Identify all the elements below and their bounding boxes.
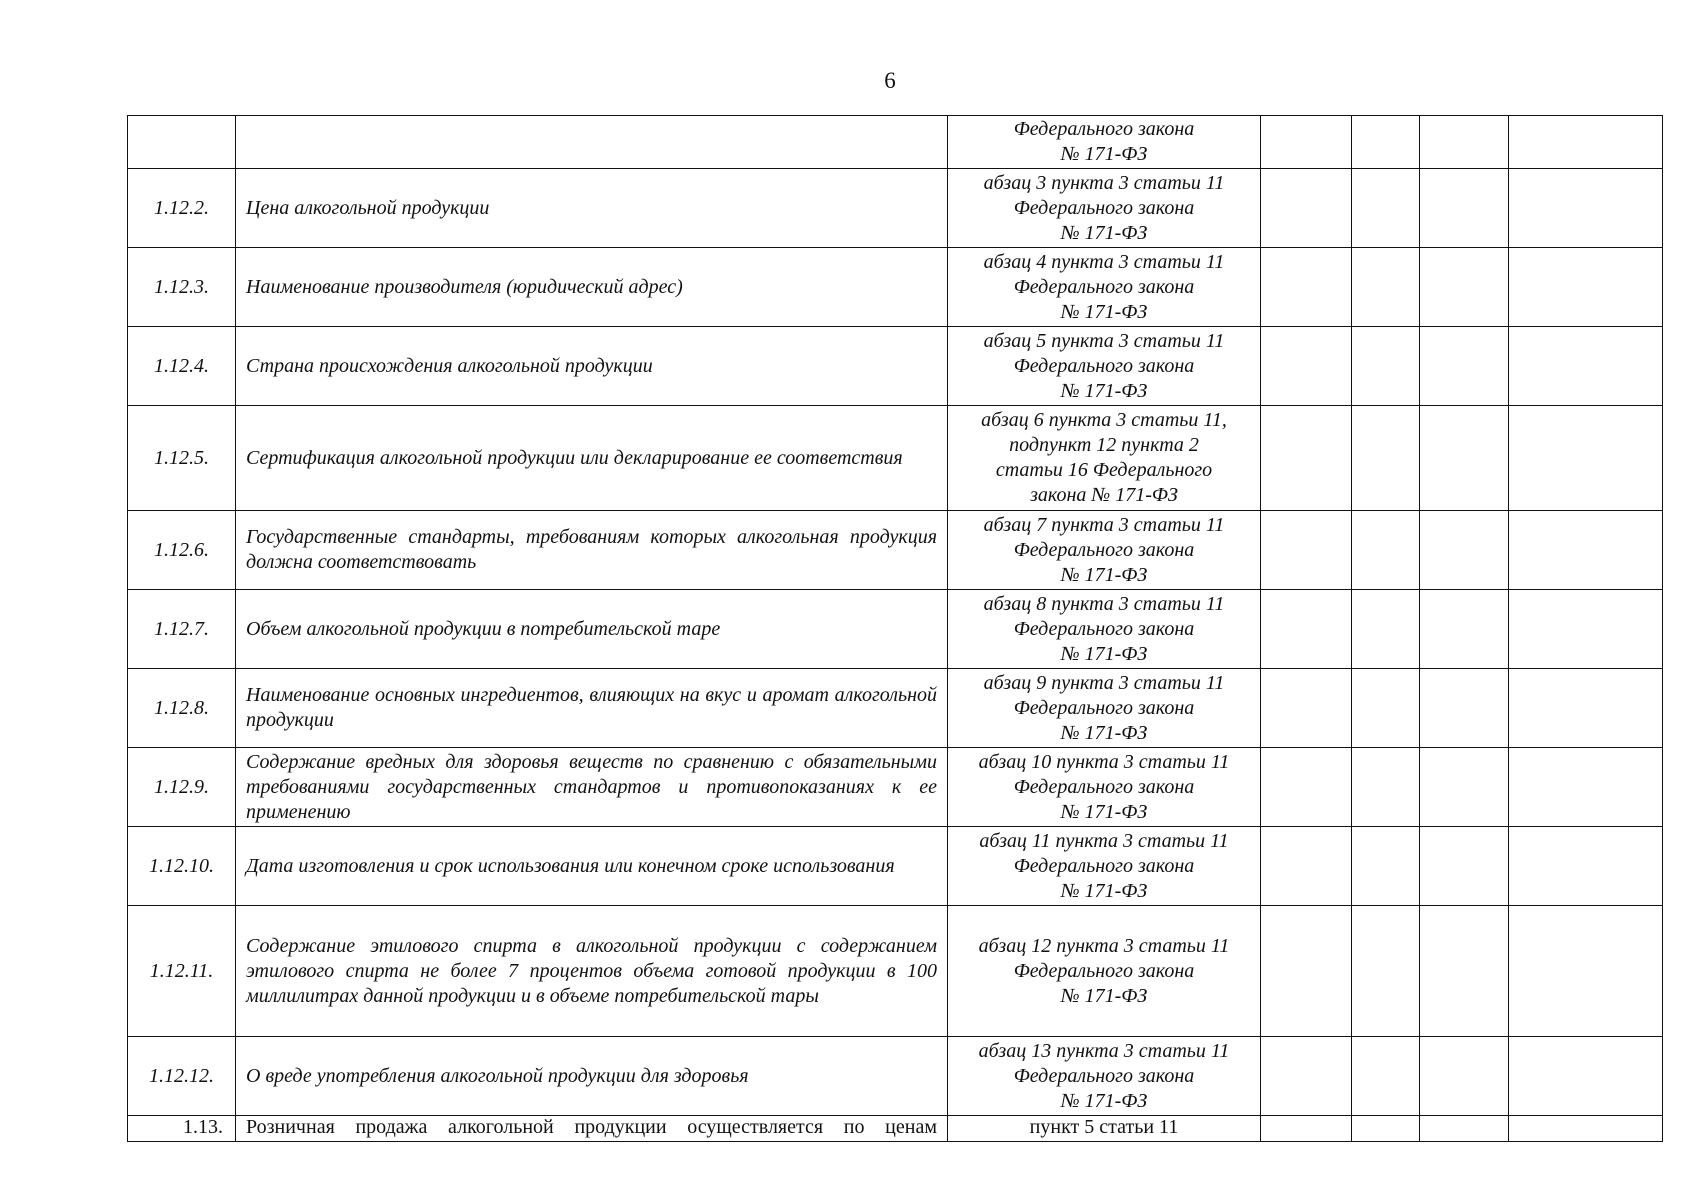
requirement-text: Наименование основных ингредиентов, влияющих на вкус и аромат алкогольной продукции: [236, 669, 948, 748]
answer-cell: [1420, 169, 1509, 248]
legal-reference-line: абзац 5 пункта 3 статьи 11: [983, 329, 1225, 352]
legal-reference-line: Федерального закона: [1013, 118, 1195, 140]
legal-reference-line: абзац 4 пункта 3 статьи 11: [983, 250, 1225, 273]
answer-cell: [1352, 906, 1420, 1037]
legal-reference-line: № 171-ФЗ: [1060, 879, 1148, 902]
legal-reference-line: статьи 16 Федерального: [995, 459, 1213, 481]
answer-cell: [1352, 1037, 1420, 1116]
legal-reference-line: № 171-ФЗ: [1060, 563, 1148, 586]
answer-cell: [1352, 669, 1420, 748]
answer-cell: [1509, 669, 1663, 748]
legal-reference-line: № 171-ФЗ: [1060, 642, 1148, 665]
answer-cell: [1420, 511, 1509, 590]
answer-cell: [1261, 169, 1352, 248]
legal-reference-line: № 171-ФЗ: [1060, 143, 1148, 165]
legal-reference: [948, 116, 1261, 169]
answer-cell: [1352, 748, 1420, 827]
answer-cell: [1420, 327, 1509, 406]
table-row: [128, 827, 1663, 906]
legal-reference-line: абзац 11 пункта 3 статьи 11: [979, 829, 1229, 852]
item-number: 1.12.6.: [128, 511, 236, 590]
legal-reference-line: абзац 3 пункта 3 статьи 11: [983, 171, 1225, 194]
answer-cell: [1352, 248, 1420, 327]
legal-reference-line: Федерального закона: [1013, 775, 1195, 798]
requirement-text: [236, 116, 948, 169]
requirement-text: Наименование производителя (юридический адрес): [236, 248, 948, 327]
legal-reference: [948, 906, 1261, 1037]
answer-cell: [1261, 1037, 1352, 1116]
answer-cell: [1261, 669, 1352, 748]
legal-reference-line: Федерального закона: [1013, 354, 1195, 377]
legal-reference-line: Федерального закона: [1013, 538, 1195, 561]
answer-cell: [1420, 406, 1509, 511]
legal-reference: [948, 169, 1261, 248]
answer-cell: [1261, 748, 1352, 827]
table-row: [128, 669, 1663, 748]
item-number: 1.12.3.: [128, 248, 236, 327]
legal-reference: [948, 406, 1261, 511]
answer-cell: [1261, 327, 1352, 406]
item-number: 1.12.8.: [128, 669, 236, 748]
table-row: [128, 169, 1663, 248]
requirement-text: Дата изготовления и срок использования или конечном сроке использования: [236, 827, 948, 906]
legal-reference-line: № 171-ФЗ: [1060, 221, 1148, 244]
answer-cell: [1420, 1116, 1509, 1142]
answer-cell: [1352, 827, 1420, 906]
legal-reference-line: Федерального закона: [1013, 696, 1195, 719]
legal-reference: [948, 327, 1261, 406]
legal-reference: [948, 669, 1261, 748]
answer-cell: [1261, 590, 1352, 669]
table-row: [128, 248, 1663, 327]
legal-reference-line: № 171-ФЗ: [1060, 379, 1148, 402]
legal-reference-line: пункт 5 статьи 11: [1029, 1116, 1179, 1138]
answer-cell: [1509, 327, 1663, 406]
legal-reference: [948, 748, 1261, 827]
answer-cell: [1352, 1116, 1420, 1142]
answer-cell: [1420, 248, 1509, 327]
table-row: [128, 116, 1663, 169]
table-row: [128, 406, 1663, 511]
answer-cell: [1261, 1116, 1352, 1142]
answer-cell: [1420, 669, 1509, 748]
legal-reference-line: Федерального закона: [1013, 959, 1195, 982]
answer-cell: [1509, 406, 1663, 511]
legal-reference: [948, 1116, 1261, 1142]
table-row: [128, 1116, 1663, 1142]
answer-cell: [1509, 248, 1663, 327]
legal-reference-line: № 171-ФЗ: [1060, 300, 1148, 323]
answer-cell: [1261, 906, 1352, 1037]
legal-reference-line: абзац 12 пункта 3 статьи 11: [978, 934, 1230, 957]
requirement-text: Объем алкогольной продукции в потребительской таре: [236, 590, 948, 669]
item-number: 1.12.7.: [128, 590, 236, 669]
requirement-text: Сертификация алкогольной продукции или декларирование ее соответствия: [236, 406, 948, 511]
requirement-text: Содержание этилового спирта в алкогольной продукции с содержанием этилового спирта не более 7 процентов объема готовой продукции в 100 миллилитрах данной продукции и в объеме потребительской тары: [236, 906, 948, 1037]
legal-reference: [948, 827, 1261, 906]
answer-cell: [1509, 748, 1663, 827]
table-row: [128, 748, 1663, 827]
answer-cell: [1352, 511, 1420, 590]
requirement-text: Розничная продажа алкогольной продукции осуществляется по ценам: [236, 1116, 948, 1142]
item-number: 1.12.11.: [128, 906, 236, 1037]
answer-cell: [1509, 116, 1663, 169]
table-body: [128, 116, 1663, 1142]
legal-reference: [948, 248, 1261, 327]
answer-cell: [1509, 906, 1663, 1037]
legal-reference-line: абзац 8 пункта 3 статьи 11: [983, 592, 1225, 615]
legal-reference-line: № 171-ФЗ: [1060, 984, 1148, 1007]
answer-cell: [1352, 327, 1420, 406]
legal-reference-line: абзац 9 пункта 3 статьи 11: [983, 671, 1225, 694]
table-row: [128, 327, 1663, 406]
answer-cell: [1352, 116, 1420, 169]
answer-cell: [1509, 169, 1663, 248]
answer-cell: [1420, 116, 1509, 169]
legal-reference-line: абзац 10 пункта 3 статьи 11: [978, 750, 1230, 773]
answer-cell: [1261, 511, 1352, 590]
requirement-text: Содержание вредных для здоровья веществ по сравнению с обязательными требованиями государственных стандартов и противопоказаниях к ее применению: [236, 748, 948, 827]
answer-cell: [1509, 1037, 1663, 1116]
legal-reference-line: абзац 6 пункта 3 статьи 11,: [981, 409, 1227, 431]
legal-reference-line: Федерального закона: [1013, 617, 1195, 640]
legal-reference-line: Федерального закона: [1013, 854, 1195, 877]
requirement-text: Страна происхождения алкогольной продукции: [236, 327, 948, 406]
answer-cell: [1352, 406, 1420, 511]
page-number: 6: [884, 68, 896, 93]
legal-reference-line: подпункт 12 пункта 2: [1009, 434, 1199, 456]
answer-cell: [1420, 827, 1509, 906]
legal-reference-line: № 171-ФЗ: [1060, 1089, 1148, 1112]
legal-reference-line: абзац 13 пункта 3 статьи 11: [978, 1039, 1230, 1062]
item-number: 1.12.5.: [128, 406, 236, 511]
answer-cell: [1261, 116, 1352, 169]
legal-reference: [948, 590, 1261, 669]
requirement-text: Государственные стандарты, требованиям которых алкогольная продукция должна соответствовать: [236, 511, 948, 590]
item-number: 1.12.2.: [128, 169, 236, 248]
legal-reference-line: № 171-ФЗ: [1060, 721, 1148, 744]
answer-cell: [1420, 1037, 1509, 1116]
answer-cell: [1261, 827, 1352, 906]
answer-cell: [1509, 827, 1663, 906]
answer-cell: [1261, 248, 1352, 327]
item-number: 1.13.: [128, 1116, 236, 1142]
legal-reference: [948, 1037, 1261, 1116]
legal-reference-line: Федерального закона: [1013, 196, 1195, 219]
legal-reference-line: закона № 171-ФЗ: [1030, 484, 1178, 506]
table-row: [128, 590, 1663, 669]
answer-cell: [1509, 1116, 1663, 1142]
answer-cell: [1420, 748, 1509, 827]
table-row: [128, 511, 1663, 590]
answer-cell: [1420, 906, 1509, 1037]
legal-reference-line: Федерального закона: [1013, 275, 1195, 298]
item-number: 1.12.10.: [128, 827, 236, 906]
item-number: 1.12.9.: [128, 748, 236, 827]
answer-cell: [1352, 169, 1420, 248]
answer-cell: [1261, 406, 1352, 511]
item-number: 1.12.12.: [128, 1037, 236, 1116]
answer-cell: [1509, 590, 1663, 669]
legal-reference-line: абзац 7 пункта 3 статьи 11: [983, 513, 1225, 536]
item-number: [128, 116, 236, 169]
table-row: [128, 1037, 1663, 1116]
item-number: 1.12.4.: [128, 327, 236, 406]
legal-reference-line: Федерального закона: [1013, 1064, 1195, 1087]
answer-cell: [1509, 511, 1663, 590]
requirements-table: [127, 115, 1663, 1142]
answer-cell: [1352, 590, 1420, 669]
requirement-text: О вреде употребления алкогольной продукции для здоровья: [236, 1037, 948, 1116]
requirement-text: Цена алкогольной продукции: [236, 169, 948, 248]
legal-reference: [948, 511, 1261, 590]
table-row: [128, 906, 1663, 1037]
legal-reference-line: № 171-ФЗ: [1060, 800, 1148, 823]
answer-cell: [1420, 590, 1509, 669]
